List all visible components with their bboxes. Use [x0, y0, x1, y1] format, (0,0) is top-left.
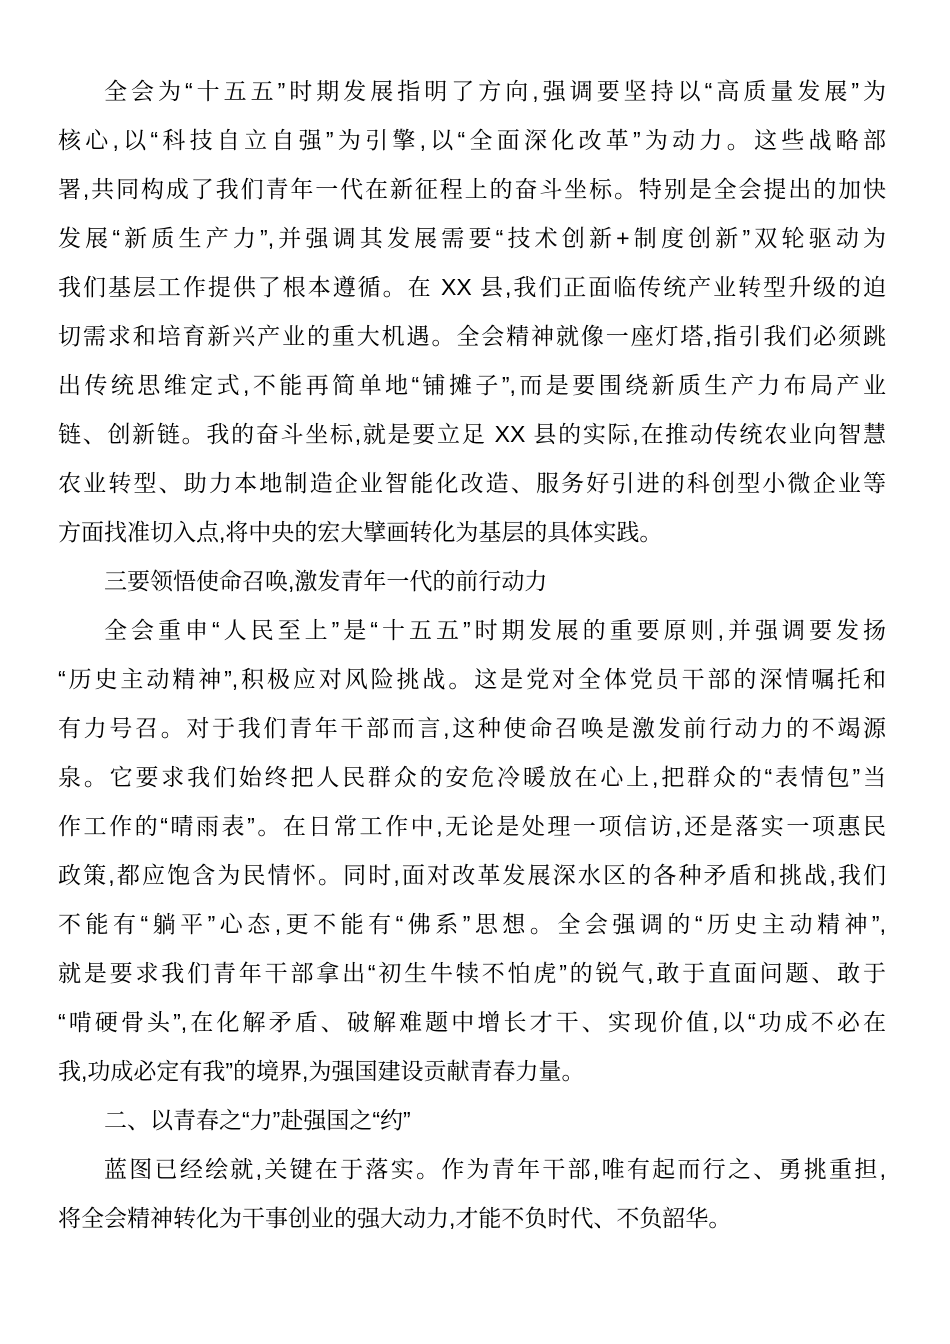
- text-line: 发展“新质生产力”,并强调其发展需要“技术创新+制度创新”双轮驱动为: [58, 225, 886, 251]
- text-line: 全会为“十五五”时期发展指明了方向,强调要坚持以“高质量发展”为: [104, 78, 886, 104]
- text-line: 核心,以“科技自立自强”为引擎,以“全面深化改革”为动力。这些战略部: [58, 127, 886, 153]
- section-heading: 三要领悟使命召唤,激发青年一代的前行动力: [104, 568, 548, 594]
- text-line: 切需求和培育新兴产业的重大机遇。全会精神就像一座灯塔,指引我们必须跳: [58, 323, 886, 349]
- text-line: 蓝图已经绘就,关键在于落实。作为青年干部,唯有起而行之、勇挑重担,: [104, 1156, 886, 1182]
- text-line: 有力号召。对于我们青年干部而言,这种使命召唤是激发前行动力的不竭源: [58, 715, 886, 741]
- text-line: 农业转型、助力本地制造企业智能化改造、服务好引进的科创型小微企业等: [58, 470, 886, 496]
- text-line: 链、创新链。我的奋斗坐标,就是要立足 XX 县的实际,在推动传统农业向智慧: [58, 421, 886, 447]
- text-line: 全会重申“人民至上”是“十五五”时期发展的重要原则,并强调要发扬: [104, 617, 886, 643]
- text-line: 政策,都应饱含为民情怀。同时,面对改革发展深水区的各种矛盾和挑战,我们: [58, 862, 886, 888]
- text-line: 不能有“躺平”心态,更不能有“佛系”思想。全会强调的“历史主动精神”,: [58, 911, 886, 937]
- text-line: 我,功成必定有我”的境界,为强国建设贡献青春力量。: [58, 1058, 585, 1084]
- text-line: “历史主动精神”,积极应对风险挑战。这是党对全体党员干部的深情嘱托和: [58, 666, 886, 692]
- text-line: 作工作的“晴雨表”。在日常工作中,无论是处理一项信访,还是落实一项惠民: [58, 813, 886, 839]
- section-heading: 二、以青春之“力”赴强国之“约”: [104, 1107, 411, 1133]
- text-line: “啃硬骨头”,在化解矛盾、破解难题中增长才干、实现价值,以“功成不必在: [58, 1009, 886, 1035]
- text-line: 泉。它要求我们始终把人民群众的安危冷暖放在心上,把群众的“表情包”当: [58, 764, 886, 790]
- text-line: 将全会精神转化为干事创业的强大动力,才能不负时代、不负韶华。: [58, 1205, 732, 1231]
- text-line: 我们基层工作提供了根本遵循。在 XX 县,我们正面临传统产业转型升级的迫: [58, 274, 886, 300]
- text-line: 方面找准切入点,将中央的宏大擘画转化为基层的具体实践。: [58, 519, 663, 545]
- text-line: 出传统思维定式,不能再简单地“铺摊子”,而是要围绕新质生产力布局产业: [58, 372, 886, 398]
- text-line: 就是要求我们青年干部拿出“初生牛犊不怕虎”的锐气,敢于直面问题、敢于: [58, 960, 886, 986]
- text-line: 署,共同构成了我们青年一代在新征程上的奋斗坐标。特别是全会提出的加快: [58, 176, 886, 202]
